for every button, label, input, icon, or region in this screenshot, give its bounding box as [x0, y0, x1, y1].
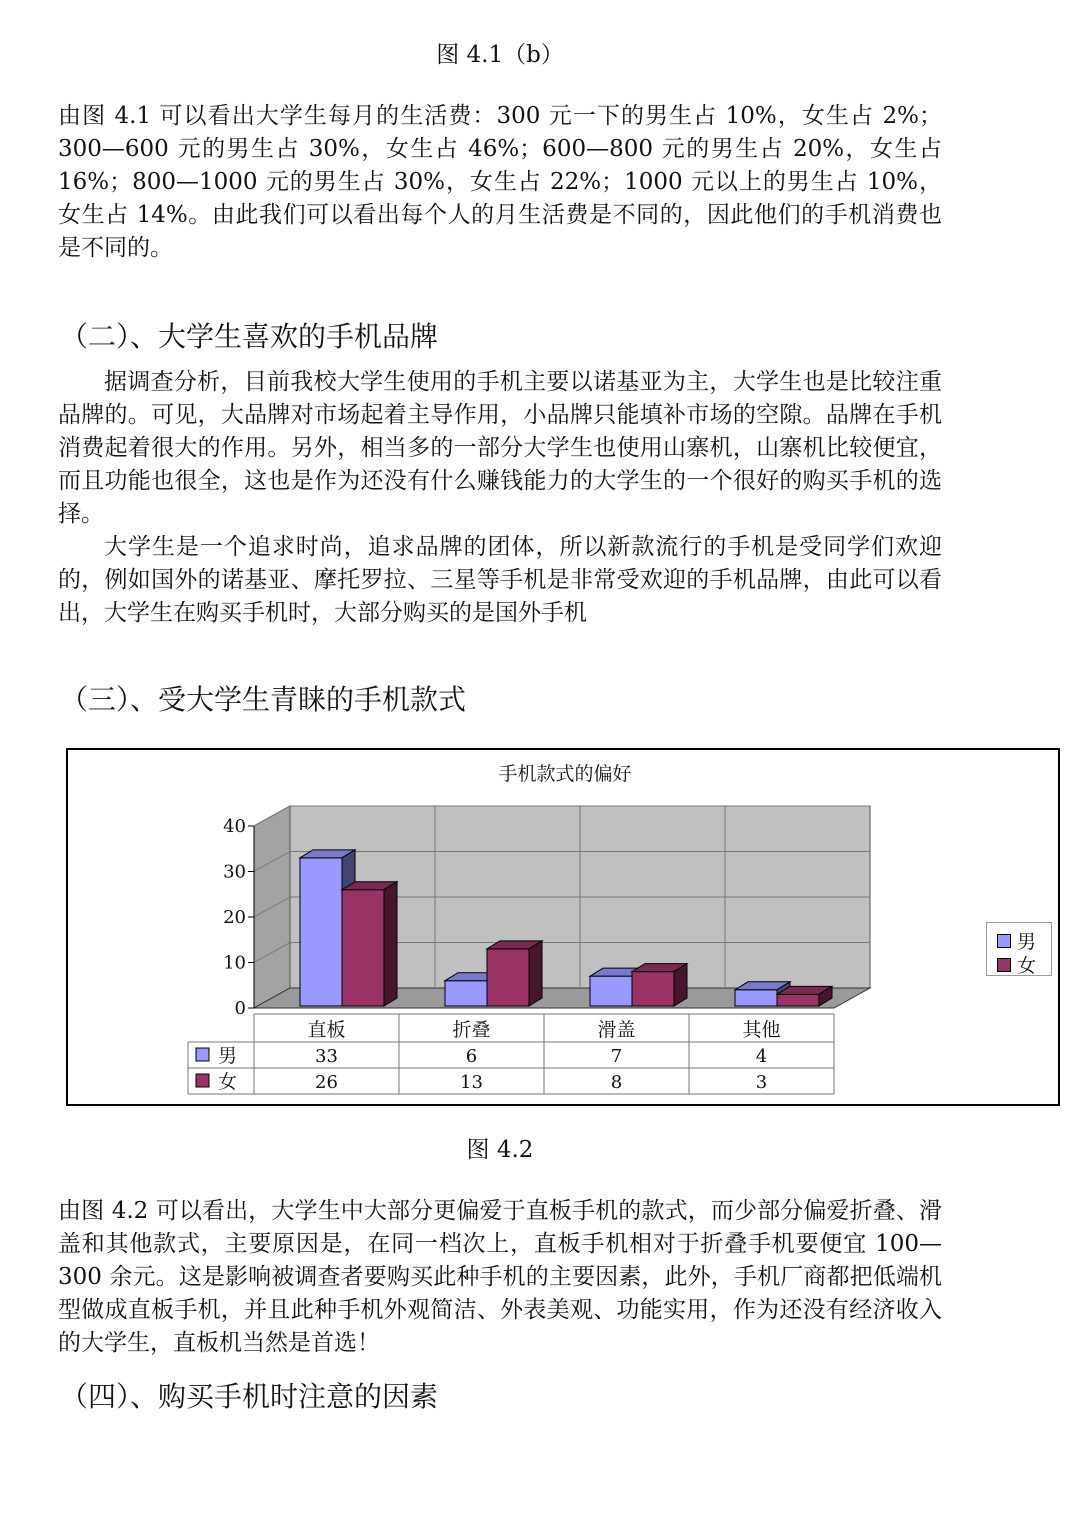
y-tick-label: 10 — [223, 952, 246, 974]
y-tick-label: 30 — [223, 861, 246, 883]
chart-frame — [66, 748, 1060, 1106]
heading-brand-preference: （二）、大学生喜欢的手机品牌 — [60, 320, 439, 353]
paragraph-brand-analysis: 据调查分析，目前我校大学生使用的手机主要以诺基亚为主，大学生也是比较注重品牌的。可见，大品牌对市场起着主导作用，小品牌只能填补市场的空隙。品牌在手机消费起着很大的作用。另外，相当多的一部分大学生也使用山寨机，山寨机比较便宜，而且功能也很全，这也是作为还没有什么赚钱能力的大学生的一个很好的购买手机的选择。 — [58, 369, 942, 527]
data-label: 8 — [610, 1072, 623, 1093]
chart-legend — [986, 922, 1052, 976]
paragraph-style-analysis: 由图 4.2 可以看出，大学生中大部分更偏爱于直板手机的款式，而少部分偏爱折叠、滑盖和其他款式，主要原因是，在同一档次上，直板手机相对于折叠手机要便宜 100—300 余元。这是影响被调查者要购买此种手机的主要因素，此外，手机厂商都把低端机型做成直板手机，并且此种手机外观简洁、外表美观、功能实用，作为还没有经济收入的大学生，直板机当然是首选！ — [58, 1198, 942, 1356]
legend-label-female: 女 — [1017, 955, 1037, 977]
data-label: 13 — [460, 1072, 483, 1093]
x-category-label: 其他 — [742, 1019, 781, 1041]
table-series-label: 男 — [218, 1045, 238, 1067]
legend-swatch-male — [997, 934, 1011, 948]
table-series-label: 女 — [218, 1071, 238, 1093]
figure-caption-bottom: 图 4.2 — [466, 1137, 534, 1163]
x-category-label: 滑盖 — [597, 1019, 636, 1041]
data-label: 26 — [315, 1072, 338, 1093]
heading-phone-style: （三）、受大学生青睐的手机款式 — [60, 683, 467, 716]
bar-男-直板 — [300, 858, 342, 1006]
bar-男-其他 — [735, 990, 777, 1006]
x-category-label: 折叠 — [452, 1019, 491, 1041]
heading-purchase-factors: （四）、购买手机时注意的因素 — [60, 1380, 439, 1413]
x-category-label: 直板 — [307, 1019, 346, 1041]
table-swatch-女 — [196, 1074, 209, 1087]
bar-女-其他 — [777, 994, 819, 1006]
bar-side-女-直板 — [384, 882, 397, 1006]
bar-女-滑盖 — [632, 972, 674, 1006]
data-label: 4 — [755, 1046, 768, 1067]
legend-item-female — [997, 951, 1036, 978]
data-label: 3 — [755, 1072, 768, 1093]
legend-swatch-female — [997, 958, 1011, 972]
bar-女-直板 — [342, 890, 384, 1006]
legend-label-male: 男 — [1017, 931, 1037, 953]
data-label: 33 — [315, 1046, 338, 1067]
chart-title: 手机款式的偏好 — [498, 763, 632, 785]
figure-caption-top: 图 4.1（b） — [436, 42, 564, 68]
y-tick-label: 20 — [223, 907, 246, 928]
bar-side-女-折叠 — [529, 941, 542, 1006]
bar-side-女-滑盖 — [674, 964, 687, 1006]
y-tick-label: 40 — [223, 816, 246, 837]
bar-男-滑盖 — [590, 976, 632, 1006]
data-label: 6 — [465, 1046, 478, 1067]
table-swatch-男 — [196, 1048, 209, 1061]
y-tick-label: 0 — [234, 998, 246, 1019]
bar-女-折叠 — [487, 949, 529, 1006]
bar-男-折叠 — [445, 981, 487, 1006]
paragraph-brand-fashion: 大学生是一个追求时尚，追求品牌的团体，所以新款流行的手机是受同学们欢迎的，例如国外的诺基亚、摩托罗拉、三星等手机是非常受欢迎的手机品牌，由此可以看出，大学生在购买手机时，大部分购买的是国外手机 — [58, 534, 942, 626]
style-preference-chart — [68, 750, 1062, 1108]
data-label: 7 — [610, 1046, 623, 1067]
paragraph-living-expenses: 由图 4.1 可以看出大学生每月的生活费：300 元一下的男生占 10%，女生占 2%；300—600 元的男生占 30%，女生占 46%；600—800 元的男生占 20%，女生占 16%；800—1000 元的男生占 30%，女生占 22%；1000 元以上的男生占 10%，女生占 14%。由此我们可以看出每个人的月生活费是不同的，因此他们的手机消费也是不同的。 — [58, 103, 942, 261]
legend-item-male — [997, 927, 1036, 954]
